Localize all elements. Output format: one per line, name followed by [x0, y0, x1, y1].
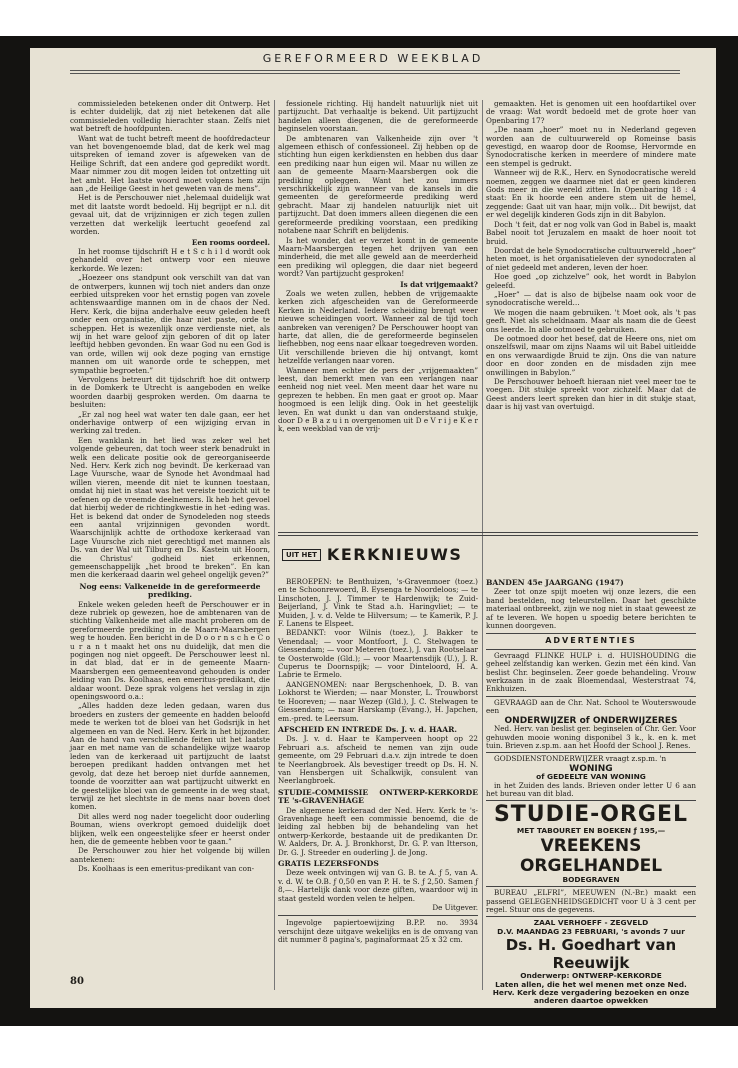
- paragraph: Deze week ontvingen wij van G. B. te A. ƒ 5, van A. v. d. W. te O.B. ƒ 0,50 en van P. H. te S. ƒ 2,50. Samen ƒ 8,—. Hartelijk dank voor deze giften, waardoor wij in staat gesteld worden velen te helpen.: [278, 868, 478, 903]
- paragraph: fessionele richting. Hij handelt natuurlijk niet uit partijzucht. Dat verhaaltje is bekend. Uit partijzucht handelen alleen diegenen, die de gereformeerde beginselen voorstaan.: [278, 99, 478, 134]
- column-1: [70, 100, 270, 990]
- zaal-invitation: Laten allen, die het wel menen met onze Ned. Herv. Kerk deze vergadering bezoeken en onze anderen daartoe opwekken: [492, 979, 690, 1006]
- ad-subheadline: of GEDEELTE VAN WONING: [536, 772, 646, 782]
- orgelhandel-name: VREEKENS ORGELHANDEL: [519, 835, 663, 876]
- paragraph: Een wanklank in het lied was zeker wel het volgende gebeuren, dat toch weer sterk benadrukt in welk een delicate positie ook de gereorganiseerde Ned. Herv. Kerk zich nog bevindt. De kerkeraad van Lage Vuursche, waar de Synode het Avondmaal had willen vieren, meende dit niet te kunnen toestaan, omdat hij niet in staat was het vereiste toezicht uit te oefenen op de vreemde deelnemers. Ik heb het gevoel dat hierbij weder de richtingkwestie in het ‑eding was. Het is bekend dat onder de Synodeleden nog steeds een aantal vrijzinnigen gevonden wordt. Waarschijnlijk achtte de orthodoxe kerkeraad van Lage Vuursche zich niet gerechtigd met mannen als Ds. van der Wal uit Tilburg en Ds. Kastein uit Hoorn, die Christus' godheid niet erkennen, gemeenschappelijk „het brood te breken”. En kan men die kerkeraad daarin wel geheel ongelijk geven?”: [70, 435, 270, 580]
- divider: [486, 752, 696, 753]
- paragraph: De algemene kerkeraad der Ned. Herv. Kerk te 's-Gravenhage heeft een commissie benoemd, die de leiding zal hebben bij de behandeling van het ontwerp-Kerkorde, bestaande uit de predikanten Dr. W. Aalders, Dr. A. J. Bronkhorst, Dr. G. P. van Itterson, Dr. G. J. Streeder en ouderling J. de Jong.: [278, 805, 478, 857]
- paragraph: „De naam „hoer” moet nu in Nederland gegeven worden aan de cultuurwereld op Romeinse basis gevestigd, en waarop door de Roomse, Hervormde en Synodocratische kerken in meerdere of mindere mate een stempel is gedrukt.: [486, 125, 696, 168]
- paragraph: Zoals we weten zullen, hebben de vrijgemaakte kerken zich afgescheiden van de Gereformeerde Kerken in Nederland. Iedere scheiding brengt weer nieuwe scheidingen voort. Wanneer zal de tijd toch aanbreken van verenigen? De Perschouwer hoopt van harte, dat allen, die de gereformeerde beginselen liefhebben, nog eens naar elkaar toegedreven worden. Uit verschillende brieven die hij ontvangt, komt hetzelfde verlangen naar voren.: [278, 288, 478, 366]
- paragraph: We mogen die naam gebruiken. 't Moet ook, als 't pas geeft. Niet als scheldnaam. Maar als naam die de Geest ons leerde. In alle ootmoed te gebruiken.: [486, 307, 696, 334]
- ad-text: BUREAU „ELFRI”, MEEUWEN (N.-Br.) maakt een passend GELEGENHEIDSGEDICHT voor U à 3 cent per regel. Stuur ons de gegevens.: [486, 888, 696, 914]
- paragraph: gemaakten. Het is genomen uit een hoofdartikel over de vraag: Wat wordt bedoeld met de grote hoer van Openbaring 17?: [486, 99, 696, 125]
- speaker-topic: Onderwerp: ONTWERP-KERKORDE: [520, 971, 662, 981]
- orgelhandel-town: BODEGRAVEN: [562, 874, 620, 884]
- divider: [486, 916, 696, 917]
- paragraph: De ootmoed door het besef, dat de Heere ons, niet om onszelfswil, maar om zijns Naams wil uit Babel uitleidde en ons verwaardigde Bruid te zijn. Ons die van nature door en door zonden en de misdaden zijn mee onwillingen in Babylon.”: [486, 333, 696, 377]
- section-heading: Is dat vrijgemaakt?: [400, 279, 478, 289]
- paragraph: Doch 't feit, dat er nog volk van God in Babel is, maakt Babel nooit tot Jeruzalem en maakt de hoer nooit tot bruid.: [486, 219, 696, 246]
- column-3: [486, 100, 696, 570]
- column-divider: [482, 100, 483, 990]
- paragraph: „Hoezeer ons standpunt ook verschilt van dat van de ontwerpers, kunnen wij toch niet anders dan onze eerbied uitspreken voor het ernstig pogen van zovele achtenswaardige mannen om in de chaos der Ned. Herv. Kerk, die bijna anderhalve eeuw geleden heeft onder een organisatie, die haar niet paste, orde te scheppen. Het is wezenlijk onze verdienste niet, als wij in het ware geloof zijn geboren of dit op later leeftijd hebben gevonden. En waar God nu een God is van orde, willen wij ook deze poging van ernstige mannen om uit wanorde orde te scheppen, met sympathie begroeten.”: [70, 273, 270, 375]
- ad-text: Gevraagd FLINKE HULP i. d. HUISHOUDING die geheel zelfstandig kan werken. Gezin met één kind. Van beslist Chr. beginselen. Zeer goede behandeling. Vrouw werkzaam in de zaak Bloemendaal, Westerstraat 74, Enkhuizen.: [486, 650, 696, 694]
- paragraph: Enkele weken geleden heeft de Perschouwer er in deze rubriek op gewezen, hoe de ambtenaren van de stichting Valkenheide met alle macht proberen om de gereformeerde prediking in de Maarn-Maarsbergen weg te houden. Een bericht in de D o o r n s c h e C o u r a n t maakt het ons nu duidelijk, dat men die pogingen nog niet opgeeft. De Perschouwer leest nl. in dat blad, dat er in de gemeente Maarn-Maarsbergen een gemeenteavond gehouden is onder leiding van Ds. Koolhaas, een emeritus-predikant, die aldaar woont. Deze sprak volgens het verslag in zijn openingswoord o.a.:: [70, 599, 270, 702]
- paragraph: Is het wonder, dat er verzet komt in de gemeente Maarn-Maarsbergen tegen het drijven van een minderheid, die met alle geweld aan de meerderheid een prediking wil opleggen, die daar niet begeerd wordt? Van partijzucht gesproken!: [278, 235, 478, 279]
- paragraph: „Er zal nog heel wat water ten dale gaan, eer het onderhavige ontwerp of een wijziging ervan in werking zal treden.: [70, 409, 270, 436]
- ad-text: Ned. Herv. van beslist ger. beginselen of Chr. Ger. Voor gehuwden mooie woning disponibel 3 k., k. en k. met tuin. Brieven z.sp.m. aan het Hoofd der School J. Renes.: [486, 724, 696, 750]
- paragraph: Het is de Perschouwer niet ,helemaal duidelijk wat met dit laatste wordt bedoeld. Hij begrijpt er n.l. dit gevaal uit, dat de vrijzinnigen er zich tegen zullen verzetten dat werkelijk leertucht geoefend zal worden.: [70, 193, 270, 237]
- header-rule: [70, 70, 680, 71]
- divider: [486, 800, 696, 801]
- ad-headline: WONING: [569, 763, 613, 774]
- paragraph: De Perschouwer zou hier het volgende bij willen aantekenen:: [70, 846, 270, 864]
- divider: [486, 886, 696, 887]
- section-heading: Een rooms oordeel.: [191, 237, 270, 247]
- paragraph: De ambtenaren van Valkenheide zijn over 't algemeen ethisch of confessioneel. Zij hebben op de stichting hun eigen kerkdiensten en hebben dus daar een prediking naar hun eigen wil. Maar nu willen ze aan de gemeente Maarn-Maarsbergen ook die prediking opleggen. Want het zou immers verschrikkelijk zijn wanneer van de kansels in die gemeenten de gereformeerde prediking werd gebracht. Maar zij handelen natuurlijk niet uit partijzucht. Dat doen immers alleen diegenen die een gereformeerde prediking voorstaan, een prediking notabene naar Schrift en belijdenis.: [278, 133, 478, 236]
- section-heading: STUDIE-COMMISSIE ONTWERP-KERKORDE TE 's-GRAVENHAGE: [278, 787, 478, 806]
- divider: [486, 649, 696, 650]
- paragraph: AANGENOMEN: naar Bergschenhoek, D. B. van Lokhorst te Wierden; — naar Monster, L. Trouwborst te Hooreven; — naar Wezep (Gld.), J. C. Stelwagen te Giessendam; — naar Harskamp (Evang.), H. Japchen, em.-pred. te Leersum.: [278, 679, 478, 723]
- kerknieuws-heading: [282, 545, 462, 564]
- orgel-headline: STUDIE-ORGEL: [493, 802, 689, 828]
- zaal-heading: ZAAL VERHOEFF - ZEGVELD: [533, 918, 649, 928]
- paragraph: Want wat de tucht betreft meent de hoofdredacteur van het bovengenoemde blad, dat de kerk wel mag uitspreken of iemand zover is afgeweken van de Heilige Schrift, dat een andere god gepredikt wordt. Maar nimmer zou dit mogen leiden tot ontzetting uit het ambt. Het laatste woord moet volgens hem zijn aan „de Heilige Geest in het geweten van de mens”.: [70, 133, 270, 194]
- section-heading: Nog eens: Valkeneide in de gereformeerde prediking.: [79, 581, 261, 600]
- paragraph: Vervolgens betreurt dit tijdschrift hoe dit ontwerp in de Domkerk te Utrecht is aangeboden en welke woorden daarbij gesproken werden. Om daarna te besluiten:: [70, 375, 270, 410]
- paragraph: Doordat de hele Synodocratische cultuurwereld „hoer” heten moet, is het organisatieleven der synodocraten al of niet gedeeld met anderen, leven der hoer.: [486, 245, 696, 272]
- section-heading: GRATIS LEZERSFONDS: [278, 859, 379, 868]
- divider: [486, 633, 696, 634]
- divider: [486, 696, 696, 697]
- paragraph: De Perschouwer behoeft hieraan niet veel meer toe te voegen. Dit stukje spreekt voor zichzelf. Maar dat de Geest anders leert spreken dan hier in dit stukje staat, daar is hij vast van overtuigd.: [486, 377, 696, 412]
- section-heading: AFSCHEID EN INTREDE Ds. J. v. d. HAAR.: [278, 724, 458, 734]
- newspaper-page: [30, 48, 716, 1008]
- paragraph: Dit alles werd nog nader toegelicht door ouderling Bouman, wiens overkropt gemoed duidelijk doet blijken, welk een ongeestelijke sfeer er heerst onder hen, die de gemeente hebben voor te gaan.”: [70, 811, 270, 846]
- ad-text: GEVRAAGD aan de Chr. Nat. School te Wouterswoude een: [486, 697, 696, 716]
- ad-headline: ONDERWIJZER of ONDERWIJZERES: [504, 715, 678, 726]
- speaker-name: Ds. H. Goedhart van Reeuwijk: [505, 936, 677, 973]
- kerknieuws-title: KERKNIEUWS: [326, 545, 463, 564]
- paragraph: In het roomse tijdschrift H e t S c h i l d wordt ook gehandeld over het ontwerp voor een nieuwe kerkorde. We lezen:: [70, 246, 270, 273]
- advertenties-heading: ADVERTENTIES: [545, 636, 637, 646]
- page-number: 80: [70, 976, 84, 987]
- orgel-subline: MET TABOURET EN BOEKEN ƒ 195,—: [516, 826, 666, 836]
- page-header: GEREFORMEERD WEEKBLAD: [262, 52, 484, 65]
- signature: De Uitgever.: [432, 903, 478, 913]
- ad-text: GODSDIENSTONDERWIJZER vraagt z.sp.m. 'n: [494, 754, 667, 764]
- paragraph: Hoe goed „op zichzelve” ook, het wordt in Babylon geleefd.: [486, 272, 696, 290]
- ad-text: in het Zuiden des lands. Brieven onder letter U 6 aan het bureau van dit blad.: [486, 780, 696, 798]
- paragraph: commissieleden betekenen onder dit Ontwerp. Het is echter duidelijk, dat zij niet betekenen dat alle commissieleden volledig hierachter staan. Zelfs niet wat betreft de hoofdpunten.: [70, 99, 270, 134]
- paragraph: Ds. Koolhaas is een emeritus-predikant van con-: [78, 864, 255, 874]
- column-divider: [274, 100, 275, 990]
- paragraph: BEROEPEN: te Benthuizen, 's-Gravenmoer (toez.) en te Schoonrewoerd, B. Eysenga te Noordeloos; — te Linschoten, J. J. Timmer te Hardenwijk; te Zuid-Beijerland, J. Vink te Stad a.h. Haringvliet; — te Muiden, J. v. d. Velde te Hilversum; — te Kamerik, P. J. F. Lanens te Elspeet.: [278, 577, 478, 629]
- paragraph: Wanneer men echter de pers der „vrijgemaakten” leest, dan bemerkt men van een verlangen naar eenheid nog niet veel. Men meent daar het ware nu geprezen te hebben. En men gaat er groot op. Maar hoogmoed is een lelijk ding. Ook in het geestelijk leven. En wat dunkt u dan van onderstaand stukje, door D e B a z u i n overgenomen uit D e V r i j e K e r k, een weekblad van de vrij-: [278, 365, 478, 434]
- kerknieuws-body: [278, 578, 478, 948]
- paragraph: Ds. J. v. d. Haar te Kamperveen hoopt op 22 Februari a.s. afscheid te nemen van zijn oude gemeente, om 29 Februari d.a.v. zijn intrede te doen te Neerlangbroek. Als bevestiger treedt op Ds. H. N. van Hensbergen uit Schalkwijk, consulent van Neerlangbroek.: [278, 734, 478, 786]
- paragraph: Zeer tot onze spijt moeten wij onze lezers, die een band bestelden, nog teleurstellen. Daar het geschikte materiaal ontbreekt, zijn we nog niet in staat geweest ze af te leveren. We hopen u spoedig betere berichten te kunnen doorgeven.: [486, 587, 696, 631]
- section-divider-2: [278, 535, 698, 536]
- paragraph: „Hoer” — dat is also de bijbelse naam ook voor de synodocratische wereld…: [486, 289, 696, 308]
- column-2: [278, 100, 478, 570]
- zaal-date: D.V. MAANDAG 23 FEBRUARI, 's avonds 7 uur: [497, 926, 685, 936]
- section-divider: [278, 532, 698, 533]
- divider: [278, 915, 478, 916]
- paragraph: Wanneer wij de R.K., Herv. en Synodocratische wereld noemen, zeggen we daarmee niet dat er geen kinderen Gods meer in die wereld zitten. In Openbaring 18 : 4 staat: En ik hoorde een andere stem uit de hemel, zeggende: Gaat uit van haar, mijn volk… Dit bewijst, dat er wel degelijk kinderen Gods zijn in dit Babylon.: [486, 168, 696, 220]
- paragraph: Ingevolge papiertoewijzing B.P.P. no. 3934 verschijnt deze uitgave wekelijks en is de omvang van dit nummer 8 pagina's, paginaformaat 25 x 32 cm.: [278, 918, 478, 945]
- banden-heading: BANDEN 45e JAARGANG (1947): [486, 578, 624, 587]
- header-rule-2: [70, 73, 680, 74]
- paragraph: „Alles hadden deze leden gedaan, waren dus broeders en zusters der gemeente en hadden beloofd mede te werken tot de bloei van het Godsrijk in het algemeen en van de Ned. Herv. Kerk in het bijzonder. Aan de hand van verschillende feiten uit het laatste jaar en met name van de schandelijke wijze waarop leden van de kerkeraad uit partijzucht de laatst beroepen predikant hadden ontvangen met het gevolg, dat deze het beroep niet durfde aannemen, toonde de voorzitter aan wat partijzucht uitwerkt en de geestelijke bloei van de gemeente in de weg staat, terwijl ze het slechtste in de mens naar boven doet komen.: [70, 701, 270, 812]
- ads-column: [486, 576, 696, 1006]
- kerknieuws-badge: UIT HET: [282, 549, 321, 561]
- paragraph: BEDANKT: voor Wilnis (toez.), J. Bakker te Venendaal; — voor Montfoort, J. C. Stelwagen te Giessendam; — voor Meteren (toez.), J. van Rootselaar te Oosterwolde (Gld.); — voor Maartensdijk (U.), J. R. Cuperus te Doornspijk; — voor Dinteloord, H. A. Labrie te Ermelo.: [278, 628, 478, 680]
